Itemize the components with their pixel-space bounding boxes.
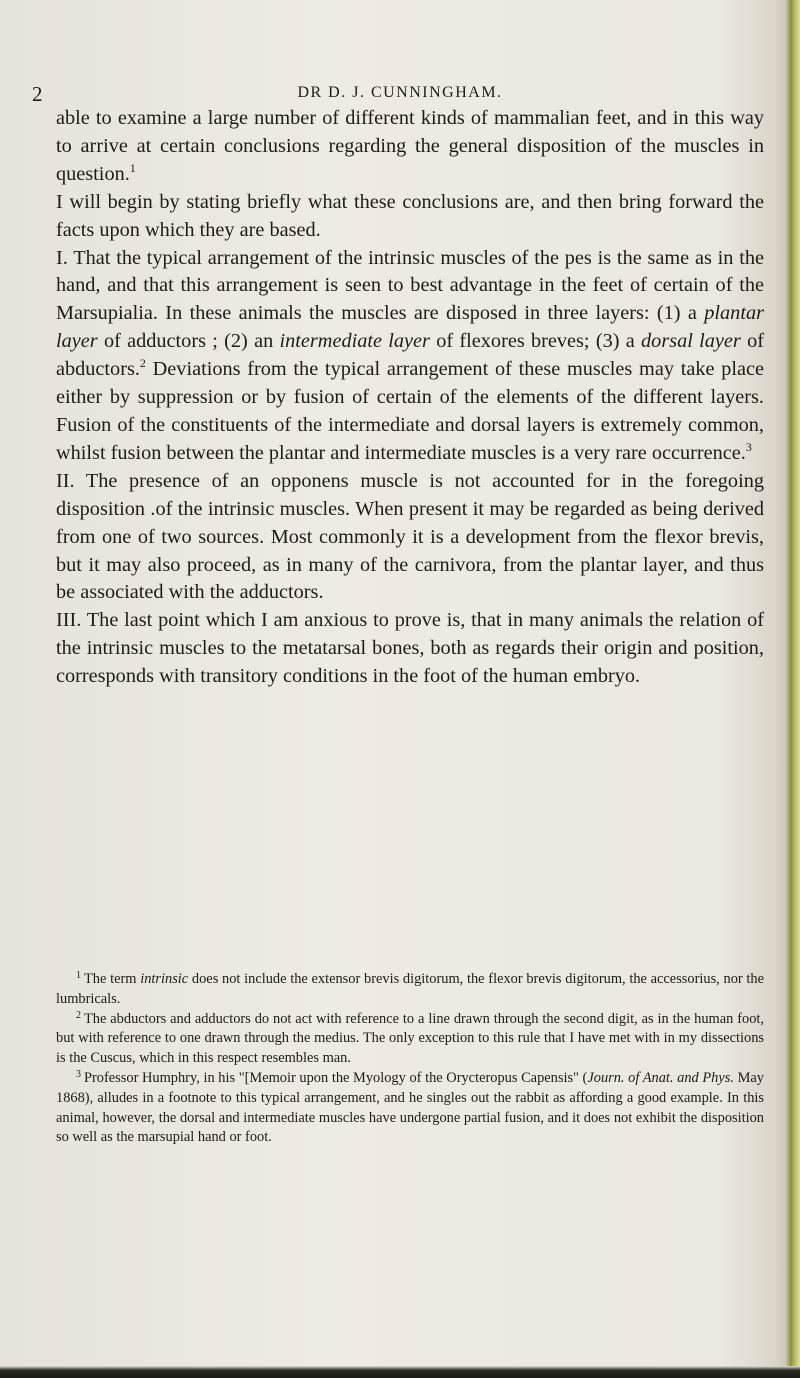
page-bottom-edge — [0, 1366, 800, 1378]
text-run: Professor Humphry, in his "[Memoir upon the Myology of the Orycteropus Capensis" ( — [84, 1069, 588, 1086]
text-run: of abductors. — [56, 330, 764, 381]
text-run: does not include the extensor brevis digitorum, the flexor brevis digitorum, the accessorius, nor the lumbricals. — [56, 971, 764, 1007]
text-run: The term — [84, 971, 141, 987]
text-run: I will begin by stating briefly what these conclusions are, and then bring forward the facts upon which they are based. — [56, 190, 764, 241]
paragraph — [56, 468, 764, 608]
footnotes — [56, 970, 764, 1148]
text-run: III. The last point which I am anxious to prove is, that in many animals the relation of the intrinsic muscles to the metatarsal bones, both as regards their origin and position, corresponds with transitory conditions in the foot of the human embryo. — [56, 609, 764, 688]
footnote-reference: 1 — [129, 160, 136, 175]
italic-term: intrinsic — [140, 971, 189, 987]
body-text — [56, 105, 764, 691]
footnote-mark: 1 — [76, 970, 81, 981]
italic-term: plantar layer — [56, 302, 764, 353]
text-run: I. That the typical arrangement of the intrinsic muscles of the pes is the same as in the hand, and that this arrangement is seen to best advantage in the feet of certain of the Marsupialia. In these animals the muscles are disposed in three layers: (1) a — [56, 246, 764, 325]
footnote-reference: 2 — [139, 356, 146, 371]
footnote — [56, 970, 764, 1010]
italic-term: intermediate layer — [279, 330, 430, 353]
text-run: May 1868), alludes in a footnote to this typical arrangement, and he singles out the rabbit as affording a good example. In this animal, however, the dorsal and intermediate muscles have undergone partial fusion, and it does not exhibit the disposition so well as the marsupial hand or foot. — [56, 1069, 764, 1146]
footnote-reference: 3 — [745, 439, 752, 454]
paragraph — [56, 189, 764, 245]
italic-term: dorsal layer — [641, 330, 741, 353]
paragraph — [56, 607, 764, 691]
paragraph — [56, 245, 764, 468]
text-run: Deviations from the typical arrangement of these muscles may take place either by suppression or by fusion of certain of the elements of the different layers. Fusion of the constituents of the intermediate and dorsal layers is extremely common, whilst fusion between the plantar and intermediate muscles is a very rare occurrence. — [56, 358, 764, 464]
footnote — [56, 1010, 764, 1069]
footnote-mark: 3 — [76, 1068, 81, 1080]
text-run: The abductors and adductors do not act with reference to a line drawn through the second digit, as in the human foot, but with reference to one drawn through the medius. The only exception to this rule that I have met with in my dissections is the Cuscus, which in this respect resembles man. — [56, 1010, 764, 1067]
text-run: II. The presence of an opponens muscle is not accounted for in the foregoing disposition .of the intrinsic muscles. When present it may be regarded as being derived from one of two sources. Most commonly it is a development from the flexor brevis, but it may also proceed, as in many of the carnivora, from the plantar layer, and thus be associated with the adductors. — [56, 469, 764, 604]
paragraph — [56, 105, 764, 189]
running-head: DR D. J. CUNNINGHAM. — [297, 84, 503, 101]
text-run: able to examine a large number of different kinds of mammalian feet, and in this way to arrive at certain conclusions regarding the general disposition of the muscles in question. — [56, 107, 764, 185]
page-edge — [786, 0, 800, 1378]
footnote-mark: 2 — [76, 1009, 81, 1021]
italic-term: Journ. of Anat. and Phys. — [587, 1069, 734, 1086]
text-run: of flexores breves; (3) a — [429, 330, 642, 353]
page-number: 2 — [32, 82, 43, 106]
text-run: of adductors ; (2) an — [97, 330, 280, 353]
page-header — [0, 82, 800, 106]
footnote — [56, 1069, 764, 1148]
